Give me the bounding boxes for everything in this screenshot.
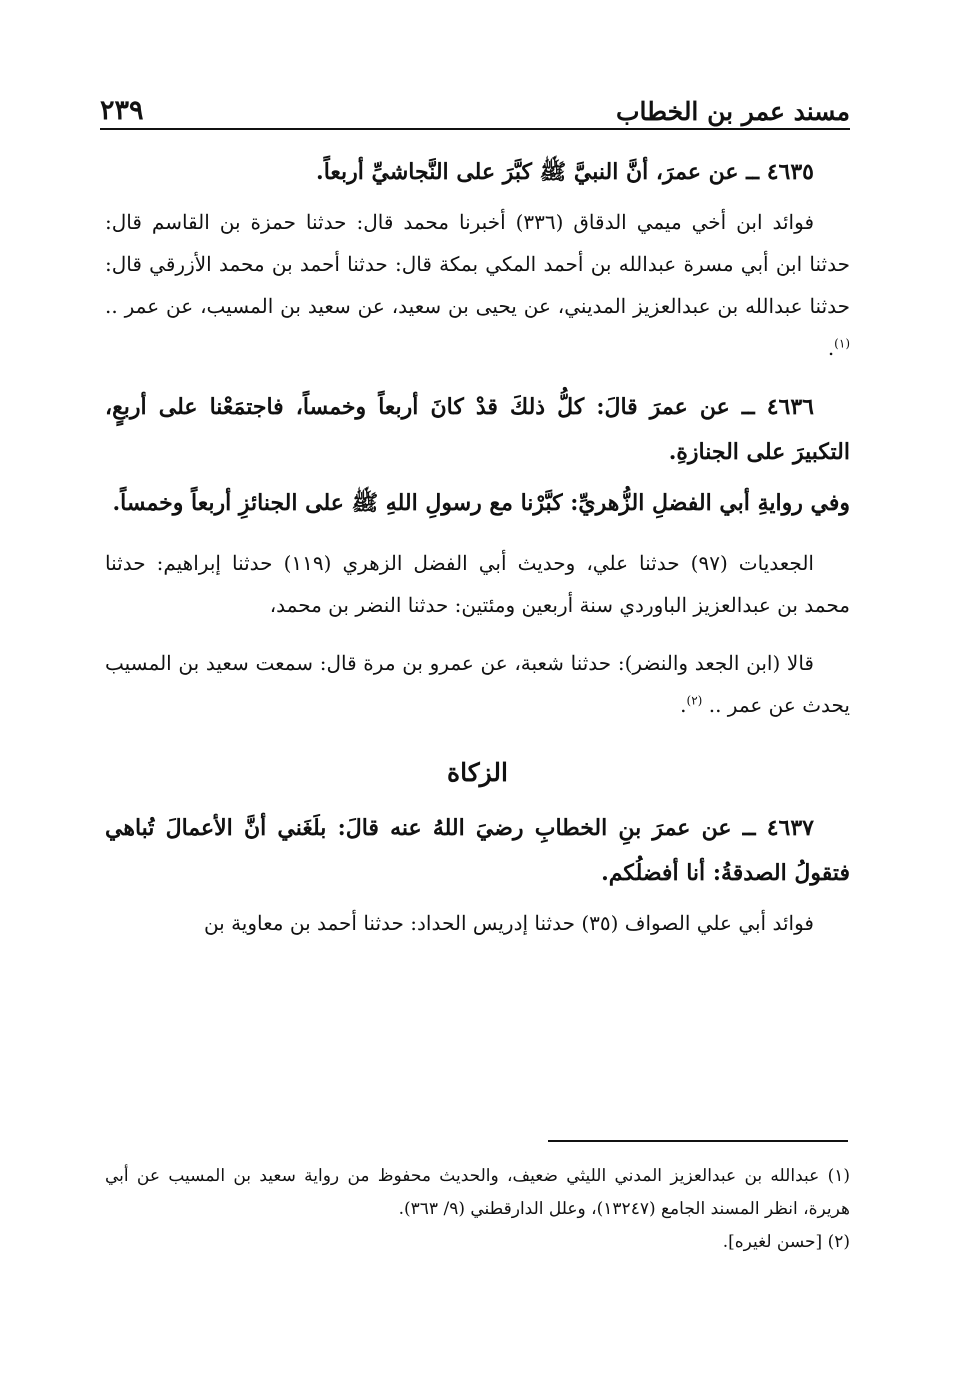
source-4637: فوائد أبي علي الصواف (٣٥) حدثنا إدريس الحداد: حدثنا أحمد بن معاوية بن [203,911,814,935]
footnote-ref-2: (٢) [686,693,703,708]
source-4636: الجعديات (٩٧) حدثنا علي، وحديث أبي الفضل الزهري (١١٩) حدثنا إبراهيم: حدثنا محمد بن عبدالعزيز الباوردي سنة أربعين ومئتين: حدثنا النضر بن محمد، [105,551,850,617]
page-body [105,150,850,944]
source-4635-text: فوائد ابن أخي ميمي الدقاق (٣٣٦) أخبرنا محمد قال: حدثنا حمزة بن القاسم قال: حدثنا ابن أبي مسرة عبدالله بن أحمد المكي بمكة قال: حدثنا أحمد بن محمد الأزرقي قال: حدثنا عبدالله بن عبدالعزيز المديني، عن يحيى بن سعيد، عن سعيد بن المسيب، عن عمر .. [105,210,850,318]
footnote-2: (٢) [حسن لغيره]. [722,1232,850,1252]
section-heading: الزكاة [447,758,508,787]
footnotes [105,1160,850,1259]
page-number: ٢٣٩ [100,95,144,126]
footnote-ref-1: (١) [834,336,850,351]
page-header [100,88,850,130]
running-title: مسند عمر بن الخطاب [616,97,850,126]
hadith-4636: ٤٦٣٦ ــ عن عمرَ قالَ: كلُّ ذلكَ قدْ كانَ أربعاً وخمساً، فاجتمَعْنا على أربعٍ، التكبيرَ على الجنازةِ. [105,394,850,465]
footnote-1: (١) عبدالله بن عبدالعزيز المدني الليثي ضعيف، والحديث محفوظ من رواية سعيد بن المسيب عن أبي هريرة، انظر المسند الجامع (١٣٢٤٧)، وعلل الدارقطني (٩/ ٣٦٣). [105,1166,850,1219]
hadith-4637: ٤٦٣٧ ــ عن عمرَ بنِ الخطابِ رضيَ اللهُ عنه قالَ: بلَغَني أنَّ الأعمالَ تُباهي فتقولُ الصدقةُ: أنا أفضلُكم. [105,815,850,886]
footnote-divider [548,1140,848,1142]
hadith-4635: ٤٦٣٥ ــ عن عمرَ، أنَّ النبيَّ ﷺ كبَّرَ على النَّجاشيِّ أربعاً. [316,159,814,185]
source-4636-continued-text: قالا (ابن الجعد والنضر): حدثنا شعبة، عن عمرو بن مرة قال: سمعت سعيد بن المسيب يحدث عن عمر .. [105,651,850,717]
source-4636-continued: قالا (ابن الجعد والنضر): حدثنا شعبة، عن عمرو بن مرة قال: سمعت سعيد بن المسيب يحدث عن عمر .. $^{(٢)}$. [105,651,850,717]
hadith-4636-variant: وفي روايةِ أبي الفضلِ الزُّهريِّ: كبَّرْنا مع رسولِ اللهِ ﷺ على الجنائزِ أربعاً وخمساً. [112,490,850,516]
source-4635: فوائد ابن أخي ميمي الدقاق (٣٣٦) أخبرنا محمد قال: حدثنا حمزة بن القاسم قال: حدثنا ابن أبي مسرة عبدالله بن أحمد المكي بمكة قال: حدثنا أحمد بن محمد الأزرقي قال: حدثنا عبدالله بن عبدالعزيز المديني، عن يحيى بن سعيد، عن سعيد بن المسيب، عن عمر .. $^{(١)}$. [105,210,850,360]
